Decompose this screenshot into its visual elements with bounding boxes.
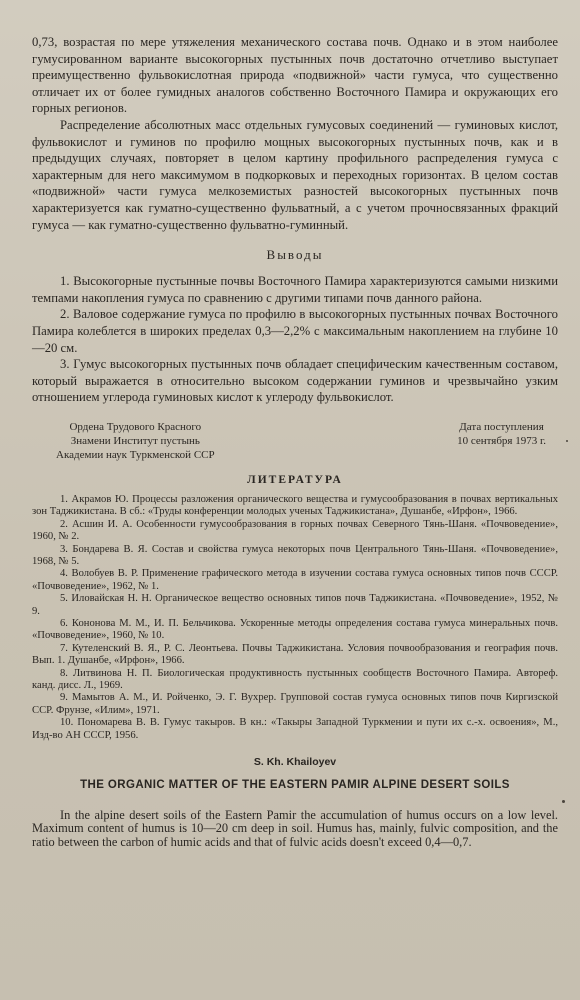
reference-item: 10. Пономарева В. В. Гумус такыров. В кн.: «Такыры Западной Туркмении и пути их с.-х. освоения», М., Изд-во АН СССР, 1956.: [32, 717, 558, 741]
paragraph-2: Распределение абсолютных масс отдельных гумусовых соединений — гуминовых кислот, фульвокислот и гуминов по профилю мощных высокогорных пустынных почв, как и в предыдущих случаях, повторяет в целом картину профильного распределения гумуса с характерным для него максимумом в подкорковых и переходных горизонтах. В целом состав «подвижной» части гумуса мелкоземистых разностей высокогорных пустынных почв характеризуется как гуматно-существенно фульватный, а с учетом прочносвязанных фракций гумуса — как гуматно-существенно фульватно-гуминный.: [32, 117, 558, 232]
received-date: Дата поступления 10 сентября 1973 г.: [457, 420, 546, 447]
paper-speck: [566, 440, 568, 442]
reference-item: 9. Мамытов А. М., И. Ройченко, Э. Г. Вухрер. Групповой состав гумуса основных типов почв Киргизской ССР. Фрунзе, «Илим», 1971.: [32, 692, 558, 716]
english-abstract: [32, 809, 558, 849]
conclusions-list: [32, 273, 558, 406]
reference-item: 3. Бондарева В. Я. Состав и свойства гумуса некоторых почв Центрального Тянь-Шаня. «Почвоведение», 1968, № 5.: [32, 543, 558, 567]
paragraph-1: 0,73, возрастая по мере утяжеления механического состава почв. Однако и в этом наиболее гумусированном варианте высокогорных пустынных почв достаточно отчетливо выступает преимущественно фульвокислотная природа «подвижной» части гумуса, что существенно отличает их от более гумидных аналогов собственно Восточного Памира и окружающих его горных регионов.: [32, 35, 558, 116]
reference-item: 1. Акрамов Ю. Процессы разложения органического вещества и гумусообразования в почвах вертикальных зон Таджикистана. В сб.: «Труды конференции молодых ученых Таджикистана», Душанбе, «Ирфон», 1966.: [32, 493, 558, 518]
reference-item: 2. Асшин И. А. Особенности гумусообразования в горных почвах Северного Тянь-Шаня. «Почвоведение», 1960, № 2.: [32, 518, 558, 543]
conclusion-item: 3. Гумус высокогорных пустынных почв обладает специфическим качественным составом, который выражается в относительно высоком содержании гуминов и чрезвычайно узким отношением углерода гуминовых кислот к углероду фульвокислот.: [32, 357, 558, 405]
reference-item: 6. Кононова М. М., И. П. Бельчикова. Ускоренные методы определения состава гумуса минеральных почв. «Почвоведение», 1960, № 10.: [32, 617, 558, 642]
abstract-text: In the alpine desert soils of the Eastern Pamir the accumulation of humus occurs on a low level. Maximum content of humus is 10—20 cm deep in soil. Humus has, mainly, fulvic composition, and the ratio between the carbon of humic acids and that of fulvic acids doesn't exceed 0,4—0,7.: [32, 808, 558, 849]
reference-item: 7. Кутеленский В. Я., Р. С. Леонтьева. Почвы Таджикистана. Условия почвообразования и география почв. Вып. 1. Душанбе, «Ирфон», 1966.: [32, 642, 558, 667]
paper-speck: [562, 800, 565, 803]
english-title: THE ORGANIC MATTER OF THE EASTERN PAMIR ALPINE DESERT SOILS: [80, 779, 510, 791]
reference-item: 4. Волобуев В. Р. Применение графического метода в изучении состава гумуса основных типов почв СССР. «Почвоведение», 1962, № 1.: [32, 568, 558, 592]
affiliation: Ордена Трудового Красного Знамени Институт пустынь Академии наук Туркменской ССР: [56, 420, 215, 461]
conclusion-item: 2. Валовое содержание гумуса по профилю в высокогорных пустынных почвах Восточного Памира колеблется в широких пределах 0,3—2,2% с максимальным накоплением на глубине 10—20 см.: [32, 307, 558, 355]
literature-heading: ЛИТЕРАТУРА: [247, 473, 343, 486]
conclusion-item: 1. Высокогорные пустынные почвы Восточного Памира характеризуются самыми низкими темпами накопления гумуса по сравнению с другими типами почв данного района.: [32, 274, 558, 305]
reference-item: 8. Литвинова Н. П. Биологическая продуктивность пустынных сообществ Восточного Памира. Автореф. канд. дисс. Л., 1969.: [32, 667, 558, 691]
intro-text: [32, 34, 558, 233]
english-author: S. Kh. Khailoyev: [253, 756, 337, 768]
references-list: [32, 494, 558, 742]
reference-item: 5. Иловайская Н. Н. Органическое вещество основных типов почв Таджикистана. «Почвоведение», 1952, № 9.: [32, 593, 558, 617]
conclusions-heading: Выводы: [266, 247, 324, 263]
article-footer: [32, 420, 558, 462]
